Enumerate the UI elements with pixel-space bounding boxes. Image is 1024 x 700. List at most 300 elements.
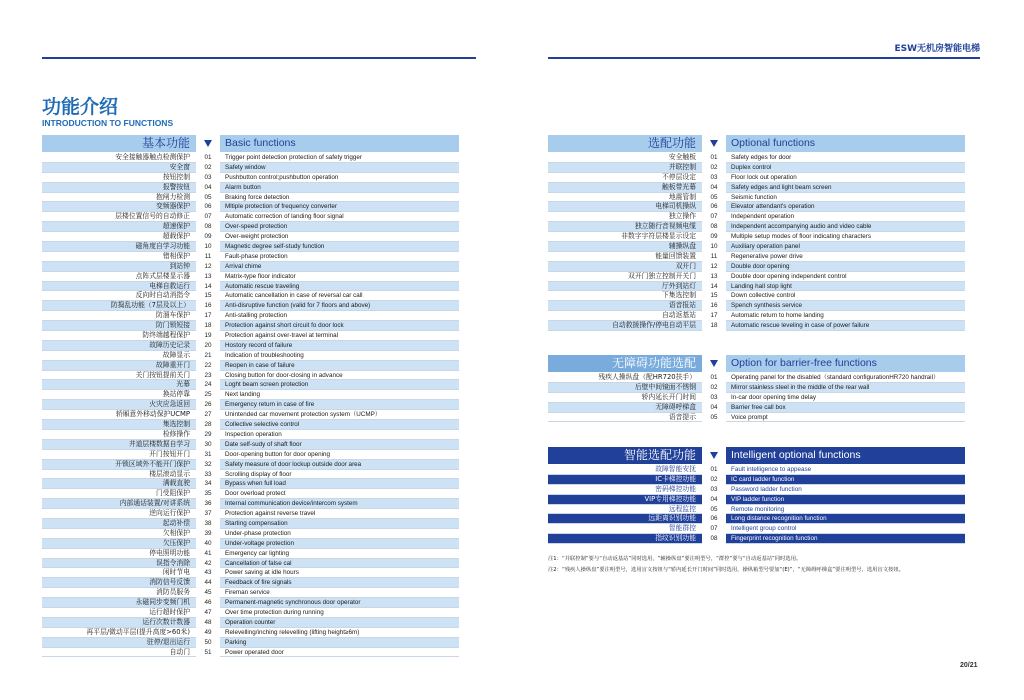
function-name-en: Magnetic degree self-study function [220,242,459,252]
function-name-cn: 欠压保护 [42,539,196,549]
table-row [42,568,459,578]
function-name-en: Duplex control [726,163,965,173]
function-name-cn: 井道层楼数据自学习 [42,440,196,450]
table-body [42,153,459,657]
function-name-en: Operation counter [220,618,459,628]
function-name-en: VIP ladder function [726,495,965,505]
table-row [42,291,459,301]
table-row [42,380,459,390]
function-name-en: Double door opening [726,262,965,272]
table-row [548,222,965,232]
function-name-cn: 起动补偿 [42,519,196,529]
function-name-cn: 反向时自动消指令 [42,291,196,301]
function-name-en: Anti-stalling protection [220,311,459,321]
function-name-en: Arrival chime [220,262,459,272]
function-name-cn: 到站钟 [42,262,196,272]
function-name-cn: 驻停/退出运行 [42,638,196,648]
table-row [42,202,459,212]
header-rule-left [42,57,476,59]
function-name-cn: 闲时节电 [42,568,196,578]
function-name-en: Hostory record of failure [220,341,459,351]
function-number: 29 [204,430,212,438]
function-name-cn: 内部通话装置/对讲系统 [42,499,196,509]
function-name-en: Matrix-type floor indicator [220,272,459,282]
function-name-en: Automatic rescue leveling in case of power failure [726,321,965,331]
function-name-en: Automatic cancellation in case of reversal car call [220,291,459,301]
function-name-cn: 轿厢意外移动保护UCMP [42,410,196,420]
table-header [42,135,459,152]
function-number: 03 [710,485,718,493]
footnote-1: 注1：“并联控制”要与“自动返基站”同时选用，“辅操纵盘”要注明型号，“群控”要与“自动返基站”同时选用。 [548,556,802,562]
table-row [42,321,459,331]
function-number: 02 [710,475,718,483]
function-name-en: Internal communication device/intercom system [220,499,459,509]
table-header [548,135,965,152]
function-name-en: Fault-phase protection [220,252,459,262]
function-name-cn: 智能群控 [548,524,702,534]
function-name-cn: 故障智能安抚 [548,465,702,475]
function-name-en: Seismic function [726,193,965,203]
function-number: 12 [204,262,212,270]
function-number: 13 [710,272,718,280]
function-name-en: Elevator attendant's operation [726,202,965,212]
barrier-free-functions-table [548,355,965,421]
function-name-cn: 自动救援操作/停电自动平层 [548,321,702,331]
function-number: 08 [710,223,718,231]
function-name-cn: 密码梯控功能 [548,485,702,495]
function-number: 17 [204,312,212,320]
function-name-cn: 防溜车保护 [42,311,196,321]
table-row [42,262,459,272]
table-row [548,173,965,183]
function-number: 32 [204,460,212,468]
function-number: 13 [204,272,212,280]
function-name-en: Unintended car movement protection system（UCMP） [220,410,459,420]
function-name-en: Next landing [220,390,459,400]
intelligent-functions-table [548,447,965,543]
table-row [42,272,459,282]
optional-functions-title-cn: 选配功能 [548,135,702,152]
function-name-en: Auxiliary operation panel [726,242,965,252]
section-marker [705,355,723,372]
function-number: 11 [204,252,212,260]
function-name-en: Fingerprint recognition function [726,534,965,544]
function-name-cn: 报警按钮 [42,183,196,193]
function-name-en: Independent operation [726,212,965,222]
function-name-cn: 非数字字符层楼显示设定 [548,232,702,242]
table-row [42,173,459,183]
function-name-en: Protection against reverse travel [220,509,459,519]
function-number: 04 [710,495,718,503]
table-row [548,393,965,403]
table-row [42,578,459,588]
function-name-cn: 误指令消除 [42,559,196,569]
function-number: 38 [204,519,212,527]
section-marker [705,447,723,464]
table-row [42,509,459,519]
function-name-cn: 磁角度自学习功能 [42,242,196,252]
function-number: 16 [204,302,212,310]
function-name-cn: 再平层/微动平层(提升高度>60米) [42,628,196,638]
table-row [42,479,459,489]
function-number: 51 [204,648,212,656]
table-row [548,232,965,242]
function-name-en: Starting compensation [220,519,459,529]
function-name-en: Door-opening button for door opening [220,450,459,460]
function-number: 08 [710,535,718,543]
function-number: 26 [204,401,212,409]
table-row [548,514,965,524]
brand-title: ESW无机房智能电梯 [894,44,980,54]
function-name-en: Power saving at idle hours [220,568,459,578]
basic-functions-table [42,135,459,656]
function-name-cn: 能量回馈装置 [548,252,702,262]
function-name-en: Fireman service [220,588,459,598]
function-name-en: Loght beam screen protection [220,380,459,390]
function-name-en: Emergency return in case of fire [220,400,459,410]
table-row [548,485,965,495]
function-number: 06 [710,515,718,523]
function-name-en: Reopen in case of failure [220,361,459,371]
function-number: 01 [710,374,718,381]
function-name-en: Under-phase protection [220,529,459,539]
function-name-cn: 停电照明功能 [42,549,196,559]
function-name-en: Floor lock out operation [726,173,965,183]
function-name-cn: 关门按钮提前关门 [42,371,196,381]
table-row [42,183,459,193]
function-number: 48 [204,618,212,626]
table-row [42,193,459,203]
function-name-en: Bypass when full load [220,479,459,489]
function-name-en: Spench synthesis service [726,301,965,311]
table-row [42,242,459,252]
table-row [42,252,459,262]
page-title: 功能介绍 [42,96,119,118]
function-name-cn: 安全触板 [548,153,702,163]
function-name-cn: 故障历史记录 [42,341,196,351]
function-name-cn: 安全接触器触点检测保护 [42,153,196,163]
table-row [548,321,965,331]
basic-functions-title-cn: 基本功能 [42,135,196,152]
table-row [42,430,459,440]
function-number: 18 [204,322,212,330]
function-name-en: Emergency car lighting [220,549,459,559]
function-number: 12 [710,262,718,270]
section-marker [199,135,217,152]
function-name-en: Mirror stainless steel in the middle of the rear wall [726,383,965,393]
function-number: 04 [204,183,212,191]
function-number: 25 [204,391,212,399]
function-number: 05 [204,193,212,201]
function-name-en: Voice prompt [726,413,965,423]
table-row [42,282,459,292]
function-name-cn: 光幕 [42,380,196,390]
table-row [42,608,459,618]
function-name-en: Alarm button [220,183,459,193]
function-name-en: Under-voltage protection [220,539,459,549]
table-row [548,301,965,311]
table-row [42,499,459,509]
function-name-cn: 触板带光幕 [548,183,702,193]
footnotes [548,554,998,576]
function-name-en: Inspection operation [220,430,459,440]
function-name-en: Safety measure of door lockup outside door area [220,460,459,470]
function-name-cn: 火灾应急返回 [42,400,196,410]
function-name-cn: 运行次数计数器 [42,618,196,628]
function-name-en: Over-weight protection [220,232,459,242]
table-row [548,505,965,515]
table-row [42,549,459,559]
table-row [548,291,965,301]
function-name-cn: 门受阻保护 [42,489,196,499]
function-name-en: Pushbutton control;pushbutton operation [220,173,459,183]
function-number: 22 [204,361,212,369]
function-name-cn: 远程监控 [548,505,702,515]
table-header [548,447,965,464]
table-row [548,311,965,321]
table-row [42,410,459,420]
table-row [42,420,459,430]
function-name-cn: 逆向运行保护 [42,509,196,519]
function-number: 06 [710,203,718,211]
table-row [42,450,459,460]
function-name-cn: 永磁同步变频门机 [42,598,196,608]
table-row [42,232,459,242]
function-name-cn: 辅操纵盘 [548,242,702,252]
function-name-en: Barrier free call box [726,403,965,413]
function-name-cn: 独立随行音视频电缆 [548,222,702,232]
table-row [548,272,965,282]
function-number: 08 [204,223,212,231]
function-name-en: Regenerative power drive [726,252,965,262]
function-name-cn: 欠相保护 [42,529,196,539]
function-name-en: Fault intelligence to appease [726,465,965,475]
function-number: 10 [710,243,718,251]
table-row [548,193,965,203]
function-name-cn: 故障重开门 [42,361,196,371]
function-number: 05 [710,505,718,513]
function-number: 09 [710,233,718,241]
optional-functions-title-en: Optional functions [726,135,965,152]
function-name-en: Automatic return to home landing [726,311,965,321]
function-number: 02 [710,163,718,171]
table-row [42,588,459,598]
function-name-cn: 满载直驶 [42,479,196,489]
function-name-cn: 按钮控制 [42,173,196,183]
function-number: 07 [204,213,212,221]
table-row [42,638,459,648]
function-number: 03 [204,173,212,181]
function-number: 18 [710,322,718,330]
function-name-cn: 电梯自救运行 [42,282,196,292]
table-header [548,355,965,372]
function-name-cn: 双开门独立控制开关门 [548,272,702,282]
function-name-cn: 远距离识别功能 [548,514,702,524]
function-number: 10 [204,243,212,251]
function-number: 42 [204,559,212,567]
function-name-en: Feedback of fire signals [220,578,459,588]
table-body [548,373,965,422]
function-name-cn: 抱闸力检测 [42,193,196,203]
optional-functions-table [548,135,965,330]
function-number: 04 [710,403,718,411]
function-name-en: Safety window [220,163,459,173]
table-row [548,524,965,534]
triangle-down-icon [710,140,718,147]
function-name-en: Down collective control [726,291,965,301]
function-name-cn: 故障显示 [42,351,196,361]
function-name-en: Operating panel for the disabled（standard configurationHR720 handrail） [726,373,965,383]
table-row [42,153,459,163]
basic-functions-title-en: Basic functions [220,135,459,152]
function-name-cn: 后壁中间镜面不锈钢 [548,383,702,393]
function-number: 06 [204,203,212,211]
function-number: 15 [204,292,212,300]
function-name-en: Protection against short circuit fo door lock [220,321,459,331]
table-row [42,390,459,400]
function-number: 09 [204,233,212,241]
function-name-cn: 消防员服务 [42,588,196,598]
function-name-cn: 不停层设定 [548,173,702,183]
table-row [42,400,459,410]
function-name-cn: 检修操作 [42,430,196,440]
table-row [548,153,965,163]
table-row [548,202,965,212]
function-number: 07 [710,525,718,533]
function-number: 39 [204,529,212,537]
function-number: 03 [710,173,718,181]
page-subtitle: INTRODUCTION TO FUNCTIONS [42,118,174,128]
function-number: 43 [204,569,212,577]
function-name-en: Trigger point detection protection of safety trigger [220,153,459,163]
function-number: 02 [204,163,212,171]
function-name-en: Cancellation of false cal [220,559,459,569]
table-row [42,559,459,569]
table-row [548,183,965,193]
function-number: 04 [710,183,718,191]
function-name-en: Parking [220,638,459,648]
table-row [42,371,459,381]
function-number: 40 [204,539,212,547]
function-name-cn: 指纹识别功能 [548,534,702,544]
function-name-en: Landing hall stop light [726,282,965,292]
table-row [548,403,965,413]
function-name-cn: 楼层滚动显示 [42,470,196,480]
function-name-cn: 自动返基站 [548,311,702,321]
function-name-en: Power operated door [220,648,459,658]
function-name-en: Mltiple protection of frequency converter [220,202,459,212]
function-name-en: Date self-sudy of shaft floor [220,440,459,450]
intelligent-title-cn: 智能选配功能 [548,447,702,464]
function-name-en: In-car door opening time delay [726,393,965,403]
table-row [42,519,459,529]
table-row [42,361,459,371]
function-name-cn: 并联控制 [548,163,702,173]
function-number: 45 [204,589,212,597]
function-name-cn: 错相保护 [42,252,196,262]
function-name-en: Double door opening independent control [726,272,965,282]
barrier-free-title-cn: 无障碍功能选配 [548,355,702,372]
function-number: 05 [710,193,718,201]
intelligent-title-en: Intelligent optional functions [726,447,965,464]
function-number: 44 [204,579,212,587]
table-row [42,489,459,499]
function-number: 31 [204,450,212,458]
function-number: 07 [710,213,718,221]
function-name-en: IC card ladder function [726,475,965,485]
function-number: 41 [204,549,212,557]
function-name-cn: 轿内延长开门时间 [548,393,702,403]
function-name-cn: 开锁区域外不能开门保护 [42,460,196,470]
table-row [548,212,965,222]
function-name-cn: 点阵式层楼显示器 [42,272,196,282]
function-name-en: Automatic correction of landing floor signal [220,212,459,222]
function-number: 49 [204,628,212,636]
table-row [548,163,965,173]
table-body [548,465,965,544]
function-number: 16 [710,302,718,310]
function-name-cn: 超载保护 [42,232,196,242]
function-name-en: Anti-disruptive function (valid for 7 floors and above) [220,301,459,311]
function-name-cn: 开门按钮开门 [42,450,196,460]
function-name-en: Protection against over-travel at terminal [220,331,459,341]
section-marker [705,135,723,152]
triangle-down-icon [204,140,212,147]
function-name-cn: 集选控制 [42,420,196,430]
function-name-cn: 运行超时保护 [42,608,196,618]
function-number: 28 [204,421,212,429]
function-number: 36 [204,500,212,508]
function-name-cn: VIP专用梯控功能 [548,495,702,505]
function-number: 33 [204,470,212,478]
function-name-cn: 语音报站 [548,301,702,311]
function-name-cn: 防门锁短接 [42,321,196,331]
function-number: 50 [204,638,212,646]
function-number: 05 [710,413,718,421]
function-name-en: Intelligent group control [726,524,965,534]
function-number: 21 [204,351,212,359]
table-row [42,341,459,351]
table-row [42,311,459,321]
function-name-cn: 无障碍呼梯盒 [548,403,702,413]
table-row [42,301,459,311]
function-number: 01 [710,154,718,161]
table-row [548,252,965,262]
function-number: 01 [204,154,212,161]
function-number: 30 [204,440,212,448]
table-row [548,475,965,485]
function-number: 14 [204,282,212,290]
function-number: 37 [204,510,212,518]
table-row [42,648,459,658]
function-name-en: Braking force detection [220,193,459,203]
function-name-cn: 残疾人操纵盘（配HR720扶手） [548,373,702,383]
function-number: 15 [710,292,718,300]
function-number: 14 [710,282,718,290]
function-name-cn: 换站停靠 [42,390,196,400]
table-row [42,470,459,480]
function-name-cn: 双开门 [548,262,702,272]
function-name-cn: 厅外到站灯 [548,282,702,292]
table-row [548,413,965,423]
table-row [42,351,459,361]
table-row [42,618,459,628]
function-number: 17 [710,312,718,320]
function-name-cn: 电梯司机操纵 [548,202,702,212]
function-number: 01 [710,466,718,473]
function-name-en: Closing button for door-closing in advance [220,371,459,381]
table-row [42,222,459,232]
